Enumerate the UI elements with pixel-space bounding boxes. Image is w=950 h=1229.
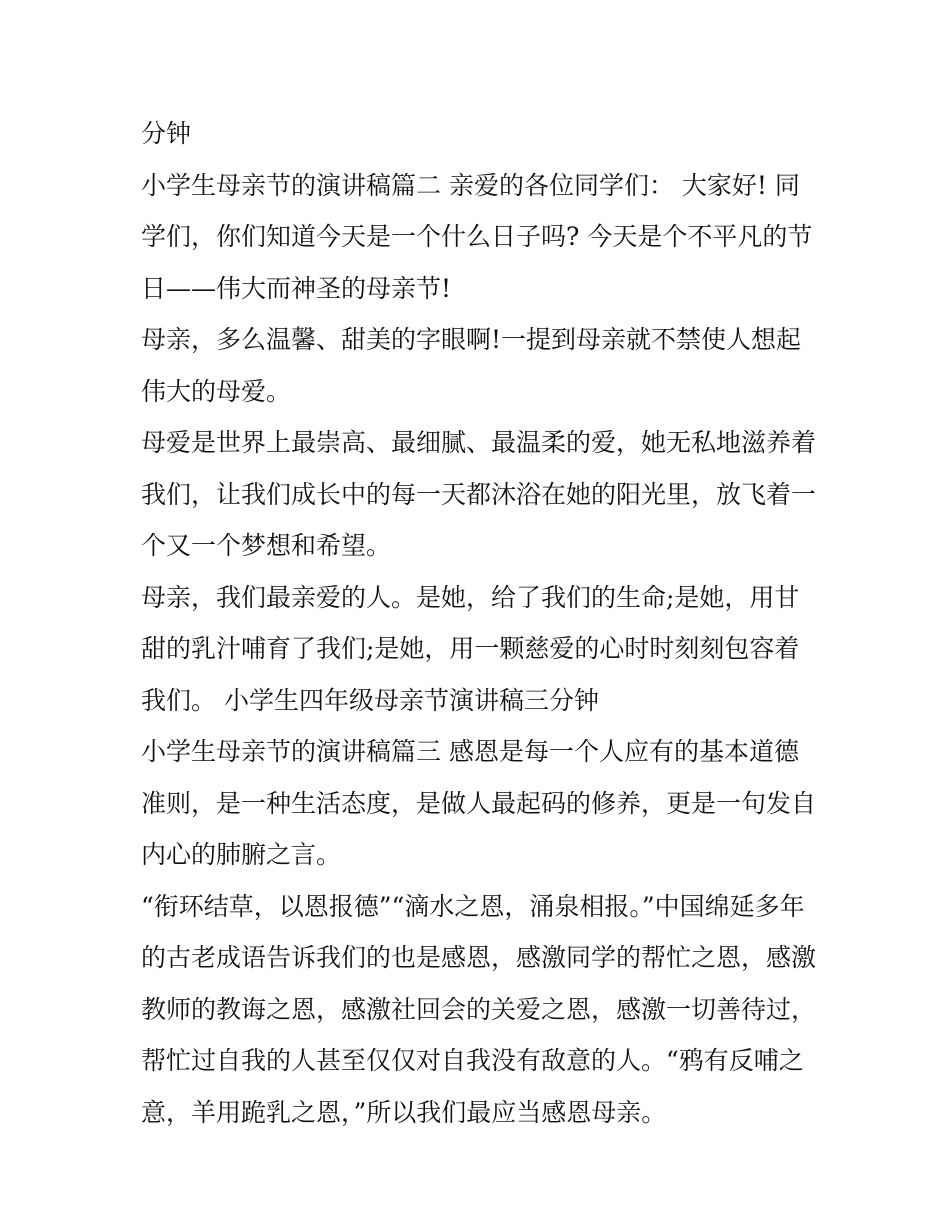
paragraph: 母亲，我们最亲爱的人。是她，给了我们的生命;是她，用甘甜的乳汁哺育了我们;是她，用一颗慈爱的心时时刻刻包容着我们。 小学生四年级母亲节演讲稿三分钟: [141, 582, 800, 715]
paragraph: 分钟: [141, 119, 192, 148]
document-body: [141, 108, 821, 1138]
paragraph: 母亲，多么温馨、甜美的字眼啊!一提到母亲就不禁使人想起伟大的母爱。: [141, 325, 802, 406]
paragraph: 小学生母亲节的演讲稿篇二 亲爱的各位同学们： 大家好! 同学们，你们知道今天是一个什么日子吗? 今天是个不平凡的节日——伟大而神圣的母亲节!: [141, 170, 813, 303]
paragraph: “衔环结草，以恩报德”“滴水之恩，涌泉相报。”中国绵延多年的古老成语告诉我们的也是感恩，感激同学的帮忙之恩，感激教师的教诲之恩，感激社回会的关爱之恩，感激一切善待过，帮忙过自我的人甚至仅仅对自我没有敌意的人。“鸦有反哺之意，羊用跪乳之恩，”所以我们最应当感恩母亲。: [141, 891, 817, 1127]
paragraph: 母爱是世界上最崇高、最细腻、最温柔的爱，她无私地滋养着我们，让我们成长中的每一天都沐浴在她的阳光里，放飞着一个又一个梦想和希望。: [141, 428, 817, 560]
paragraph: 小学生母亲节的演讲稿篇三 感恩是每一个人应有的基本道德准则，是一种生活态度，是做人最起码的修养，更是一句发自内心的肺腑之言。: [141, 737, 817, 869]
